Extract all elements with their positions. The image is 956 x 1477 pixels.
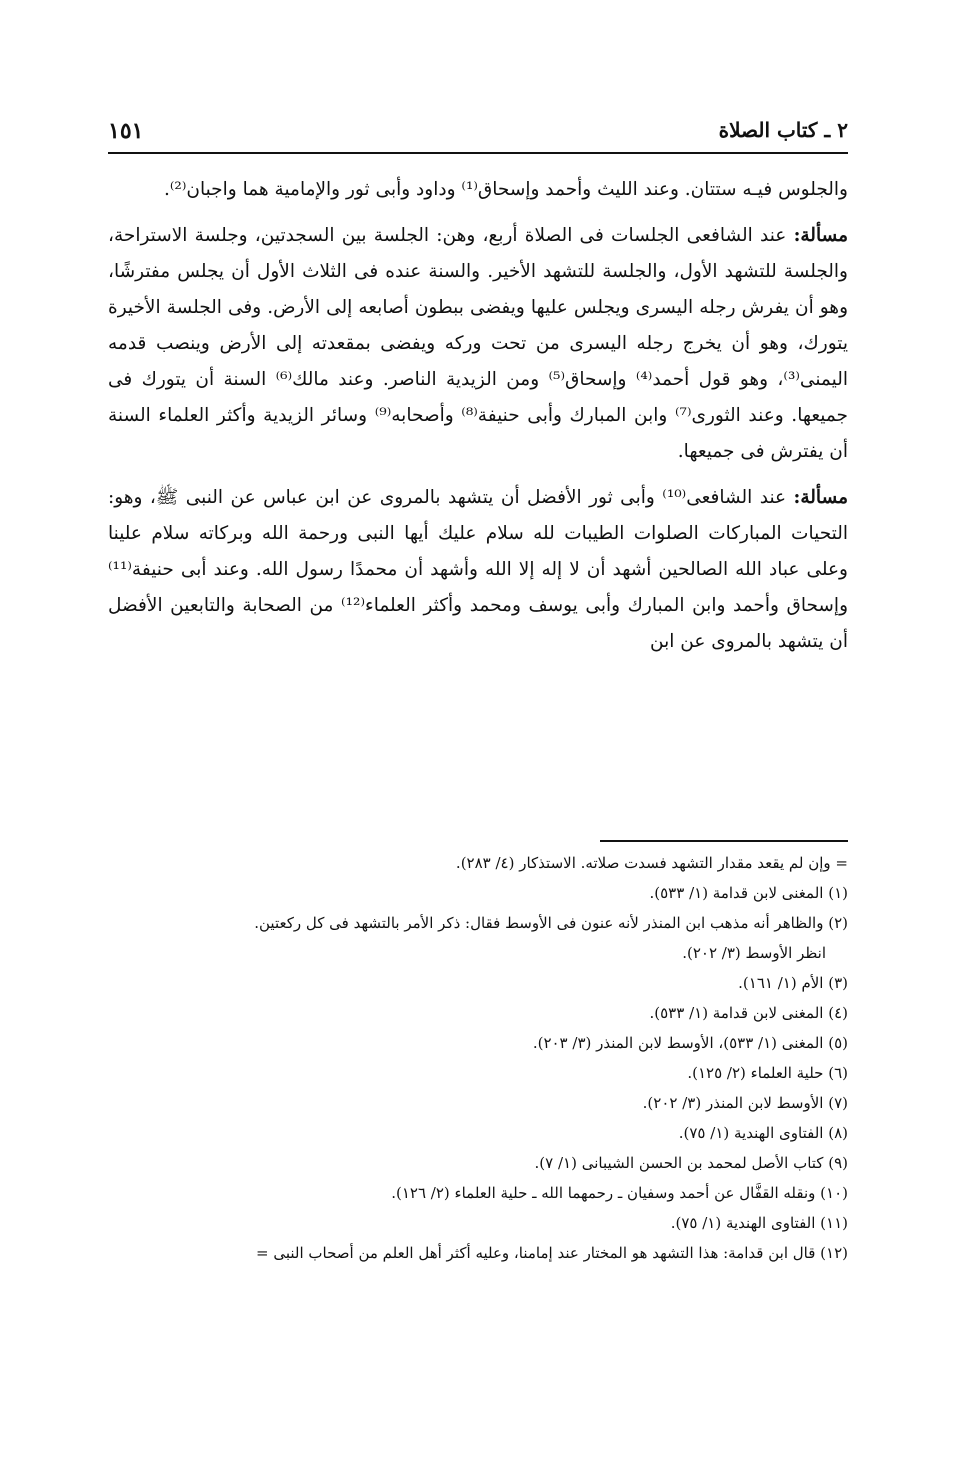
paragraph-issue-sittings [108, 218, 848, 470]
footnote-12: (١٢) قال ابن قدامة: هذا التشهد هو المختار عند إمامنا، وعليه أكثر أهل العلم من أصحاب النبى = [256, 1244, 848, 1262]
issue-heading: مسألة: [793, 225, 848, 246]
chapter-title: ٢ ـ كتاب الصلاة [718, 118, 848, 142]
footnote-continued: = وإن لم يقعد مقدار التشهد فسدت صلاته. الاستذكار (٤/ ٢٨٣). [455, 854, 848, 872]
footnote-9: (٩) كتاب الأصل لمحمد بن الحسن الشيبانى (١/ ٧). [534, 1154, 848, 1172]
footnote-3: (٣) الأم (١/ ١٦١). [738, 974, 848, 992]
paragraph-text: عند الشافعى⁽¹⁰⁾ وأبى ثور الأفضل أن يتشهد بالمروى عن ابن عباس عن النبى ﷺ، وهو: التحيات المباركات الصلوات الطيبات لله سلام عليك أيها النبى ورحمة الله وبركاته سلام علينا وعلى عباد الله الصالحين أشهد أن لا إله إلا الله وأشهد أن محمدًا رسول الله. وعند أبى حنيفة⁽¹¹⁾ وإسحاق وأحمد وابن المبارك وأبى يوسف ومحمد وأكثر العلماء⁽¹²⁾ من الصحابة والتابعين الأفضل أن يتشهد بالمروى عن ابن [108, 487, 848, 652]
footnote-1: (١) المغنى لابن قدامة (١/ ٥٣٣). [649, 884, 848, 902]
footnote-rule [600, 840, 848, 842]
paragraph-continuation [108, 172, 848, 208]
footnote-7: (٧) الأوسط لابن المنذر (٣/ ٢٠٢). [642, 1094, 848, 1112]
header-rule [108, 152, 848, 154]
running-header [108, 118, 848, 150]
footnote-2: (٢) والظاهر أنه مذهب ابن المنذر لأنه عنون فى الأوسط فقال: ذكر الأمر بالتشهد فى كل ركعتين. [254, 914, 848, 932]
paragraph-text: عند الشافعى الجلسات فى الصلاة أربع، وهن: الجلسة بين السجدتين، وجلسة الاستراحة، والجلسة للتشهد الأول، والجلسة للتشهد الأخير. والسنة عنده فى الثلاث الأول أن يجلس مفترشًا، وهو أن يفرش رجله اليسرى ويجلس عليها ويفضى ببطون أصابعه إلى الأرض. وفى الجلسة الأخيرة يتورك، وهو أن يخرج رجله اليسرى من تحت وركه ويفضى بمقعدته إلى الأرض وينصب قدمه اليمنى⁽³⁾، وهو قول أحمد⁽⁴⁾ وإسحاق⁽⁵⁾ ومن الزيدية الناصر. وعند مالك⁽⁶⁾ السنة أن يتورك فى جميعها. وعند الثورى⁽⁷⁾ وابن المبارك وأبى حنيفة⁽⁸⁾ وأصحابه⁽⁹⁾ وسائر الزيدية وأكثر العلماء السنة أن يفترش فى جميعها. [108, 225, 848, 462]
footnotes [108, 848, 848, 1268]
paragraph-text: والجلوس فيـه ستتان. وعند الليث وأحمد وإسحاق⁽¹⁾ وداود وأبى ثور والإمامية هما واجبان⁽²⁾. [163, 179, 848, 200]
footnote-6: (٦) حلية العلماء (٢/ ١٢٥). [687, 1064, 848, 1082]
footnote-8: (٨) الفتاوى الهندية (١/ ٧٥). [678, 1124, 848, 1142]
paragraph-issue-tashahhud [108, 480, 848, 660]
footnote-11: (١١) الفتاوى الهندية (١/ ٧٥). [670, 1214, 848, 1232]
footnote-2-continuation: انظر الأوسط (٣/ ٢٠٢). [682, 944, 826, 962]
issue-heading: مسألة: [793, 487, 848, 508]
footnote-10: (١٠) ونقله القفَّال عن أحمد وسفيان ـ رحمهما الله ـ حلية العلماء (٢/ ١٢٦). [391, 1184, 848, 1202]
footnote-5: (٥) المغنى (١/ ٥٣٣)، الأوسط لابن المنذر (٣/ ٢٠٣). [532, 1034, 848, 1052]
page-number: ١٥١ [108, 118, 144, 144]
footnote-4: (٤) المغنى لابن قدامة (١/ ٥٣٣). [649, 1004, 848, 1022]
main-text [108, 172, 848, 670]
